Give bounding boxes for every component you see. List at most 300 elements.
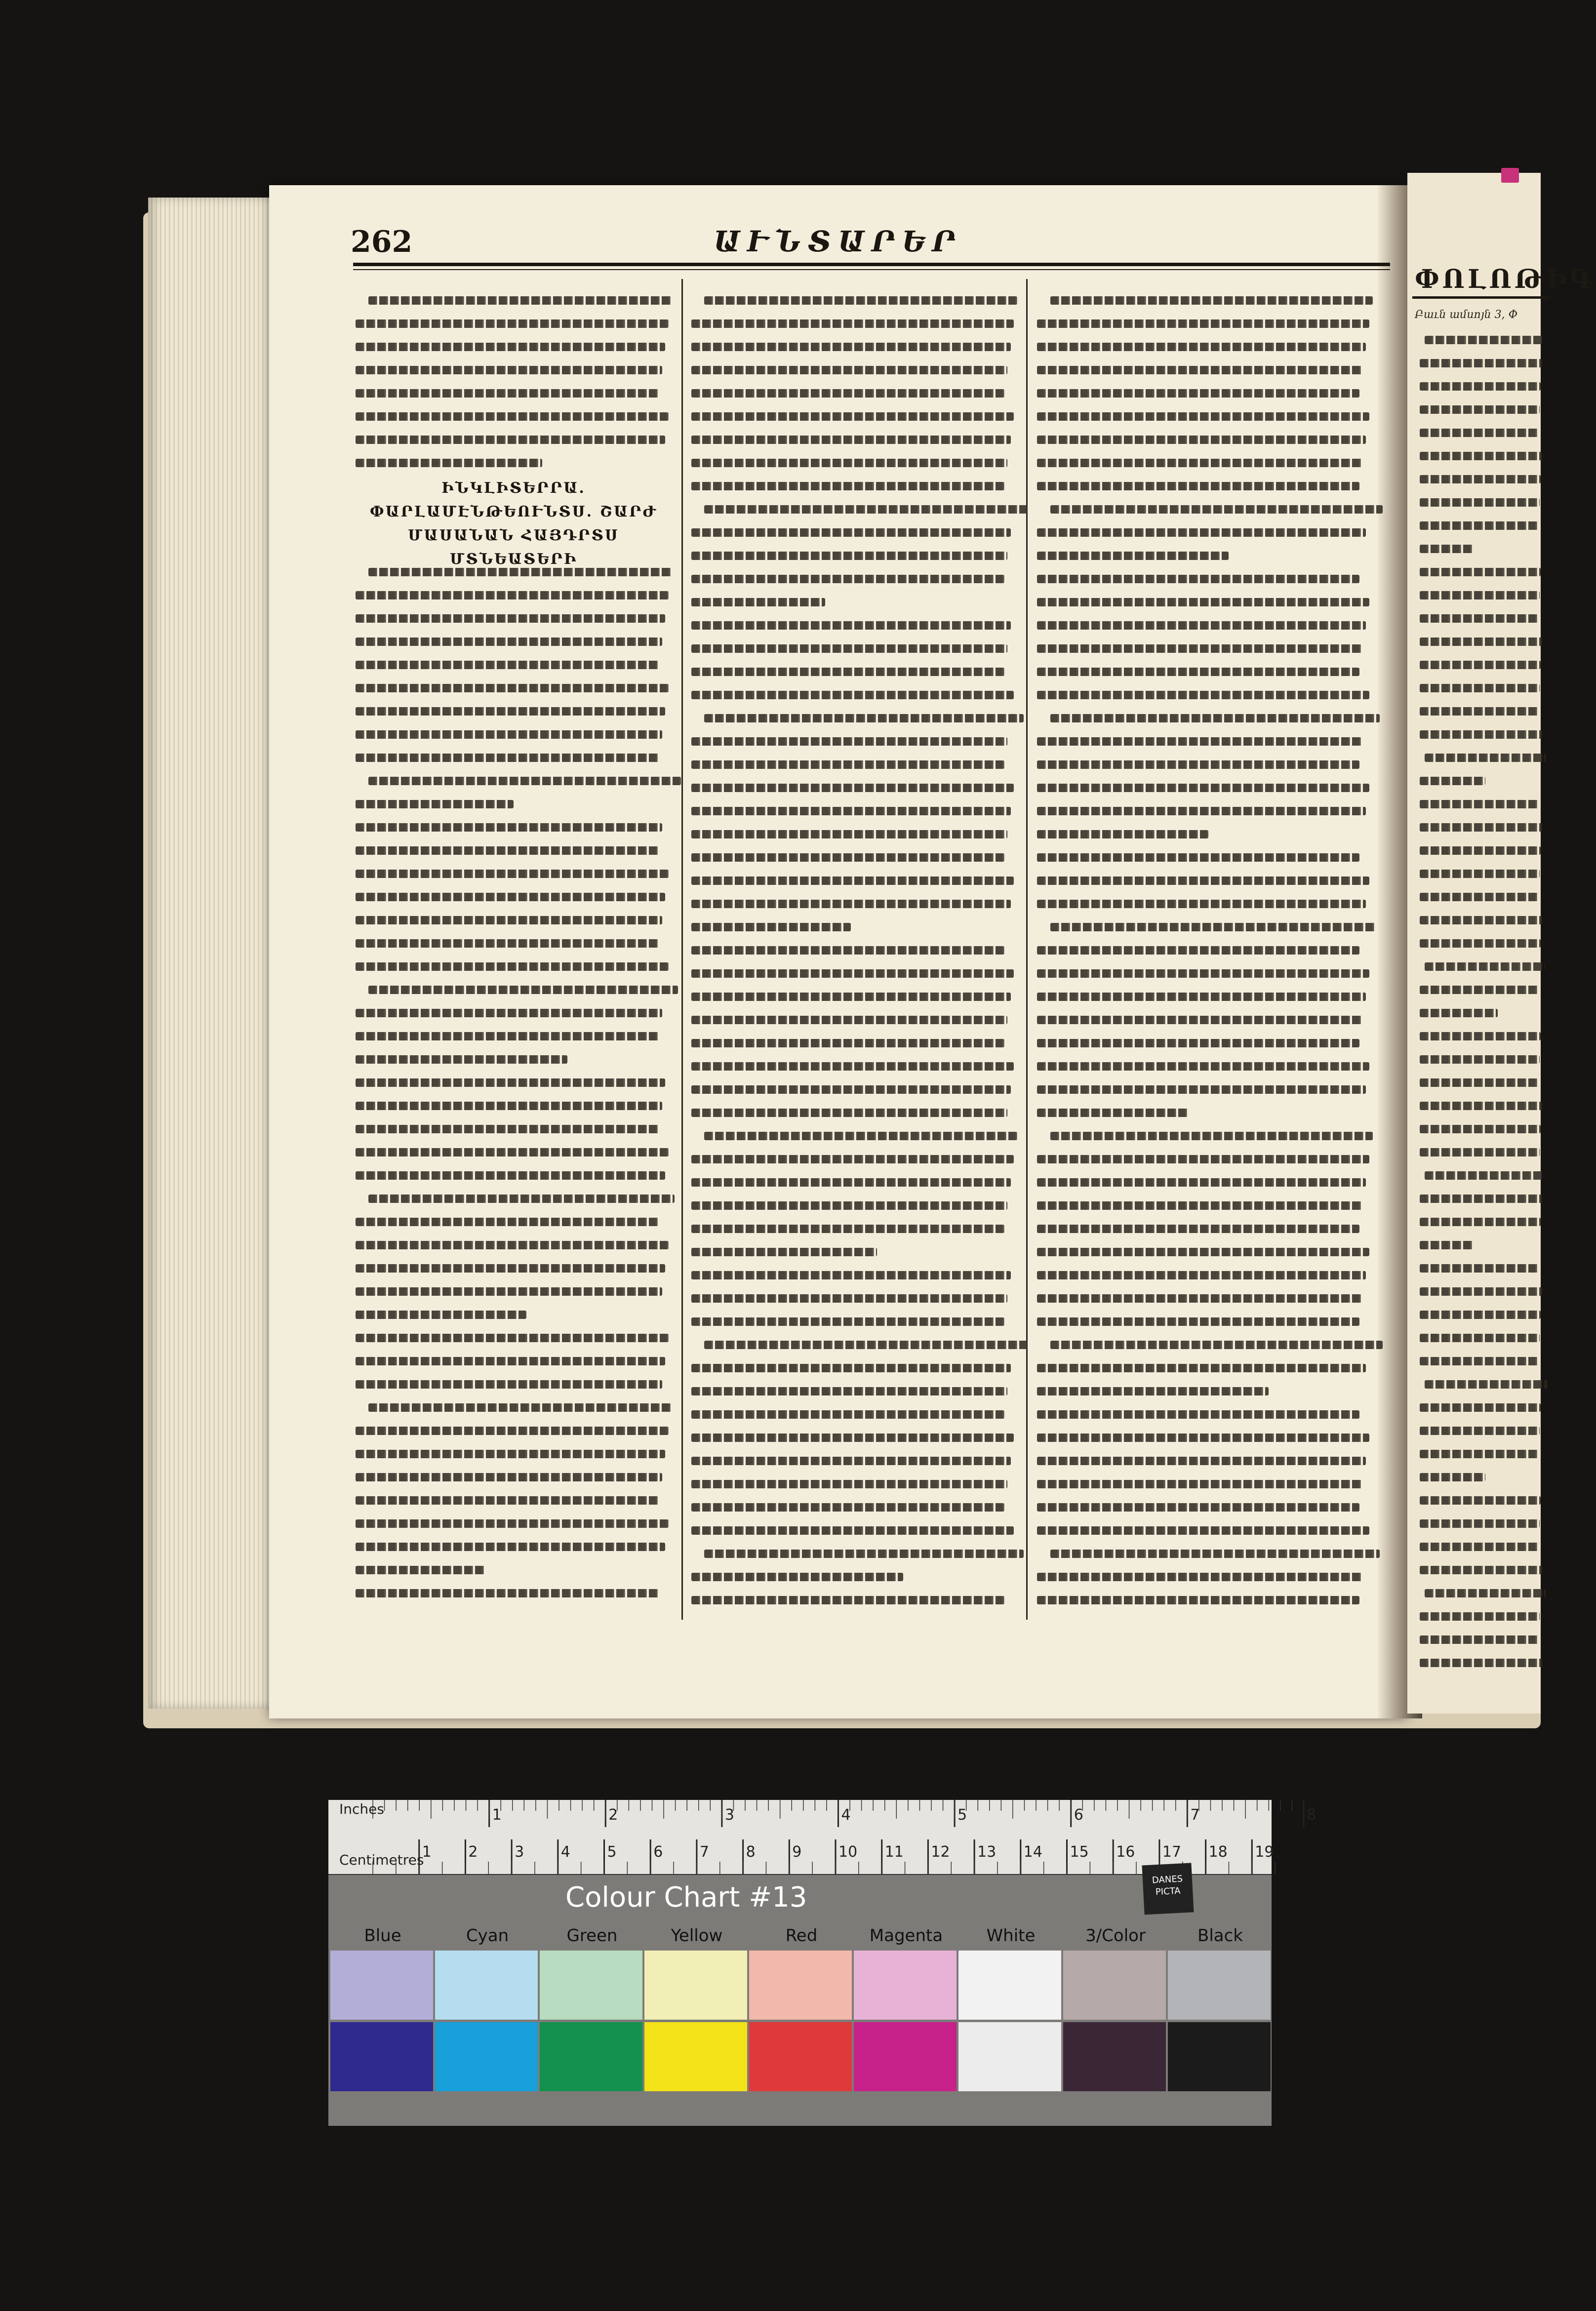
text-line — [368, 986, 678, 994]
text-line — [1420, 846, 1541, 855]
text-line — [691, 644, 1007, 653]
text-line — [691, 923, 851, 931]
column-separator — [681, 279, 683, 1620]
swatch-label: Red — [785, 1926, 818, 1946]
cm-mark: 18 — [1208, 1843, 1228, 1861]
swatch-dark — [435, 2022, 538, 2091]
text-line — [1420, 1496, 1541, 1505]
text-line — [1050, 505, 1383, 514]
text-line — [1037, 528, 1366, 537]
text-line — [1425, 1171, 1543, 1180]
inch-mark: 7 — [1190, 1806, 1200, 1824]
text-line — [691, 1387, 1007, 1395]
text-line — [1420, 1450, 1538, 1458]
text-line — [1420, 1241, 1473, 1249]
text-line — [1420, 707, 1538, 716]
text-line — [1420, 614, 1538, 623]
text-line — [1420, 800, 1538, 808]
text-line — [356, 412, 669, 421]
text-line — [691, 900, 1011, 908]
text-line — [1037, 1294, 1363, 1303]
text-line — [1420, 1334, 1540, 1342]
cm-mark: 15 — [1070, 1843, 1089, 1861]
text-line — [368, 1403, 672, 1412]
text-line — [691, 1109, 1007, 1117]
text-line — [691, 1526, 1014, 1535]
cm-mark: 6 — [653, 1843, 663, 1861]
text-line — [1037, 575, 1359, 583]
text-line — [356, 638, 662, 646]
text-line — [1037, 1317, 1359, 1326]
text-line — [1050, 1341, 1383, 1349]
text-line — [356, 962, 669, 971]
text-line — [1420, 1311, 1541, 1319]
text-line — [691, 784, 1014, 792]
text-line — [356, 1427, 669, 1435]
text-line — [1420, 1543, 1538, 1551]
text-line — [356, 707, 665, 716]
text-line — [691, 853, 1004, 862]
text-line — [1037, 1434, 1369, 1442]
text-line — [356, 343, 665, 351]
facing-page-text — [1420, 336, 1543, 1682]
text-line — [1037, 598, 1369, 606]
text-line — [1050, 296, 1373, 305]
text-line — [691, 459, 1007, 467]
text-line — [1420, 870, 1540, 878]
text-line — [691, 1016, 1007, 1024]
text-line — [1037, 1039, 1359, 1047]
text-line — [1420, 638, 1542, 646]
text-line — [356, 389, 659, 398]
text-line — [1037, 900, 1366, 908]
text-line — [691, 1155, 1014, 1163]
text-line — [1420, 568, 1541, 576]
swatch-dark — [1063, 2022, 1166, 2091]
cm-mark: 4 — [560, 1843, 570, 1861]
text-line — [1420, 475, 1541, 483]
text-line — [1037, 1016, 1363, 1024]
cm-mark: 7 — [699, 1843, 709, 1861]
text-line — [356, 1148, 669, 1156]
text-line — [1037, 877, 1369, 885]
text-line — [691, 1271, 1011, 1279]
text-line — [1037, 1596, 1359, 1604]
text-line — [691, 412, 1014, 421]
swatch-light — [749, 1951, 852, 2020]
text-line — [691, 1178, 1011, 1187]
text-line — [704, 1341, 1027, 1349]
text-line — [691, 877, 1014, 885]
text-line — [691, 1062, 1014, 1071]
swatch-label: Black — [1197, 1926, 1243, 1946]
ruler-ticks — [328, 1800, 1317, 1874]
text-line — [691, 528, 1011, 537]
swatch-light — [1168, 1951, 1271, 2020]
text-line — [356, 939, 659, 948]
swatch-dark — [854, 2022, 957, 2091]
text-line — [704, 714, 1024, 722]
text-line — [1420, 1102, 1542, 1110]
text-line — [1420, 452, 1542, 460]
text-line — [1420, 1612, 1540, 1621]
inch-mark: 2 — [608, 1806, 618, 1824]
colour-chart-title: Colour Chart #13 — [565, 1881, 807, 1913]
cm-mark: 8 — [746, 1843, 756, 1861]
text-line — [691, 1596, 1004, 1604]
centimetres-label: Centimetres — [339, 1852, 424, 1868]
swatch-label: Magenta — [869, 1926, 943, 1946]
text-line — [1420, 1473, 1485, 1481]
text-line — [691, 1503, 1004, 1512]
column-3-text — [1037, 296, 1373, 1619]
text-line — [691, 389, 1004, 398]
inch-mark: 3 — [724, 1806, 734, 1824]
text-line — [691, 1201, 1007, 1210]
text-line — [356, 1450, 665, 1458]
text-line — [691, 1434, 1014, 1442]
text-line — [368, 777, 681, 785]
text-line — [691, 668, 1004, 676]
text-line — [356, 1519, 669, 1528]
text-line — [691, 1364, 1011, 1372]
text-line — [1420, 730, 1542, 739]
text-line — [1420, 1659, 1542, 1667]
text-line — [1425, 336, 1543, 344]
column-2-text — [691, 296, 1017, 1619]
text-line — [691, 621, 1011, 630]
text-line — [356, 1380, 662, 1389]
text-line — [691, 830, 1007, 838]
text-line — [1037, 853, 1359, 862]
swatch-light — [330, 1951, 433, 2020]
swatch-light — [854, 1951, 957, 2020]
text-line — [1420, 823, 1542, 832]
text-line — [1037, 1480, 1363, 1488]
text-line — [1420, 359, 1542, 367]
text-line — [691, 575, 1004, 583]
text-line — [1037, 737, 1363, 746]
text-line — [1420, 591, 1540, 599]
text-line — [691, 1039, 1004, 1047]
text-line — [691, 1317, 1004, 1326]
text-line — [356, 1055, 567, 1064]
text-line — [691, 1573, 903, 1581]
column-separator — [1026, 279, 1028, 1620]
text-line — [1037, 644, 1363, 653]
text-line — [356, 684, 669, 692]
text-line — [356, 366, 662, 374]
text-line — [1037, 1364, 1366, 1372]
swatch-dark — [1168, 2022, 1271, 2091]
text-line — [1037, 993, 1366, 1001]
text-line — [691, 1225, 1004, 1233]
cm-mark: 14 — [1023, 1843, 1042, 1861]
text-line — [1420, 939, 1541, 948]
text-line — [1420, 1218, 1541, 1226]
facing-page-subheader: Բաւն ամսոյն 3, Փ — [1415, 309, 1518, 321]
text-line — [691, 1294, 1007, 1303]
swatch-label: Green — [566, 1926, 618, 1946]
text-line — [1037, 412, 1369, 421]
cm-mark: 16 — [1116, 1843, 1135, 1861]
text-line — [1050, 923, 1376, 931]
text-line — [356, 1125, 659, 1133]
cm-mark: 11 — [884, 1843, 904, 1861]
text-line — [704, 505, 1027, 514]
text-line — [1037, 1085, 1366, 1094]
text-line — [1037, 1526, 1369, 1535]
cm-mark: 12 — [931, 1843, 950, 1861]
text-line — [1420, 1427, 1540, 1435]
text-line — [691, 1480, 1007, 1488]
text-line — [1037, 1248, 1369, 1256]
cm-mark: 2 — [468, 1843, 478, 1861]
text-line — [1037, 482, 1359, 490]
text-line — [1037, 760, 1359, 769]
text-line — [356, 1078, 665, 1087]
text-line — [1037, 459, 1363, 467]
text-line — [1425, 962, 1545, 971]
text-line — [1420, 1264, 1538, 1273]
text-line — [1037, 1178, 1366, 1187]
text-line — [1420, 498, 1540, 507]
text-line — [356, 846, 659, 855]
text-line — [1420, 429, 1538, 437]
cm-mark: 3 — [515, 1843, 524, 1861]
column-1-text-top — [356, 296, 672, 482]
swatch-dark — [749, 2022, 852, 2091]
text-line — [356, 870, 669, 878]
text-line — [691, 993, 1011, 1001]
text-line — [691, 807, 1011, 815]
text-line — [356, 754, 659, 762]
text-line — [691, 598, 825, 606]
text-line — [368, 296, 672, 305]
colour-chart — [328, 1800, 1317, 2126]
text-line — [356, 800, 514, 808]
inch-mark: 8 — [1306, 1806, 1317, 1824]
text-line — [1037, 1225, 1359, 1233]
cm-mark: 19 — [1255, 1843, 1274, 1861]
swatch-label: Blue — [364, 1926, 401, 1946]
text-line — [356, 436, 665, 444]
text-line — [691, 552, 1007, 560]
swatch-label: 3/Color — [1085, 1926, 1146, 1946]
text-line — [1420, 1403, 1541, 1412]
text-line — [691, 737, 1007, 746]
facing-page-header: ՓՈԼՈԹԻԳ — [1415, 264, 1596, 294]
text-line — [356, 1334, 669, 1342]
text-line — [1037, 830, 1208, 838]
text-line — [1037, 1573, 1363, 1581]
swatch-dark — [644, 2022, 747, 2091]
swatch-light — [435, 1951, 538, 2020]
text-line — [1420, 521, 1538, 530]
text-line — [704, 296, 1017, 305]
page-number: 262 — [351, 225, 413, 259]
text-line — [356, 614, 665, 623]
inch-mark: 5 — [958, 1806, 967, 1824]
measurement-ruler — [328, 1800, 1317, 1875]
text-line — [691, 946, 1004, 955]
text-line — [356, 1496, 659, 1505]
text-line — [1037, 946, 1359, 955]
text-line — [1425, 754, 1546, 762]
text-line — [691, 436, 1011, 444]
text-line — [1420, 405, 1540, 414]
text-line — [1037, 1410, 1359, 1419]
text-line — [1420, 661, 1541, 669]
text-line — [1425, 1589, 1546, 1597]
inch-mark: 4 — [841, 1806, 851, 1824]
brand-logo: DANES PICTA — [1142, 1863, 1194, 1914]
text-line — [1037, 1457, 1366, 1465]
text-line — [1037, 552, 1229, 560]
text-line — [1420, 545, 1473, 553]
text-line — [691, 969, 1014, 978]
text-line — [1420, 916, 1542, 924]
text-line — [1420, 1055, 1540, 1064]
text-line — [356, 916, 662, 924]
text-line — [704, 1132, 1017, 1140]
header-rule-thin — [353, 269, 1390, 270]
inches-label: Inches — [339, 1801, 384, 1817]
text-line — [1037, 1271, 1366, 1279]
text-line — [1037, 668, 1359, 676]
text-line — [356, 730, 662, 739]
facing-page — [1407, 173, 1596, 1713]
text-line — [356, 1589, 659, 1597]
text-line — [356, 319, 669, 328]
swatch-label: White — [986, 1926, 1036, 1946]
text-line — [356, 823, 662, 832]
text-line — [1037, 691, 1369, 699]
text-line — [691, 366, 1007, 374]
text-line — [356, 1311, 526, 1319]
text-line — [356, 893, 665, 901]
swatch-label: Cyan — [466, 1926, 509, 1946]
text-line — [704, 1550, 1024, 1558]
text-line — [356, 459, 542, 467]
section-heading: ԻՆԿԼԻՏԵՐՐԱ. ՓԱՐԼԱՄԷՆԹԵՈՒՆՏՍ. ՇԱՐԺ ՄԱՍԱՆԱՆ ՀԱՅԴՐՏՍ ՄՏՆԵԱՏԵՐԻ — [369, 479, 658, 568]
text-line — [691, 760, 1004, 769]
text-line — [1425, 1380, 1547, 1389]
inch-mark: 6 — [1074, 1806, 1083, 1824]
text-line — [691, 482, 1004, 490]
text-line — [356, 1287, 662, 1296]
text-line — [356, 1032, 659, 1040]
text-line — [1037, 969, 1369, 978]
text-line — [356, 1357, 665, 1365]
facing-header-rule — [1412, 296, 1551, 299]
cm-mark: 9 — [792, 1843, 802, 1861]
text-line — [356, 591, 669, 599]
text-line — [1420, 1078, 1538, 1087]
text-line — [356, 1102, 662, 1110]
text-line — [691, 1410, 1004, 1419]
inch-mark: 1 — [492, 1806, 502, 1824]
text-line — [1420, 382, 1541, 391]
text-line — [1420, 1148, 1540, 1156]
text-line — [691, 1457, 1011, 1465]
text-line — [1037, 784, 1369, 792]
swatch-light — [958, 1951, 1061, 2020]
text-line — [1037, 1109, 1188, 1117]
swatch-labels — [328, 1926, 1272, 1946]
text-line — [691, 343, 1011, 351]
text-line — [691, 319, 1014, 328]
text-line — [1037, 621, 1366, 630]
text-line — [1037, 807, 1366, 815]
text-line — [1037, 1387, 1269, 1395]
text-line — [356, 1171, 665, 1180]
cm-mark: 17 — [1162, 1843, 1182, 1861]
text-line — [1420, 1519, 1540, 1528]
swatch-label: Yellow — [671, 1926, 723, 1946]
text-line — [356, 1566, 485, 1574]
text-line — [356, 1543, 665, 1551]
text-line — [1420, 777, 1485, 785]
text-line — [356, 1473, 662, 1481]
text-line — [1037, 389, 1359, 398]
text-line — [1420, 1125, 1541, 1133]
text-line — [1037, 366, 1363, 374]
text-line — [691, 1085, 1011, 1094]
text-line — [1420, 1032, 1541, 1040]
text-line — [1420, 1009, 1498, 1017]
swatch-dark — [540, 2022, 642, 2091]
header-rule — [353, 263, 1390, 266]
text-line — [1420, 1357, 1538, 1365]
swatch-light — [1063, 1951, 1166, 2020]
text-line — [1420, 1566, 1542, 1574]
text-line — [1037, 1155, 1369, 1163]
text-line — [1050, 1132, 1373, 1140]
text-line — [368, 1195, 675, 1203]
text-line — [1037, 1201, 1363, 1210]
text-line — [1420, 1287, 1542, 1296]
text-line — [691, 691, 1014, 699]
text-line — [691, 1248, 877, 1256]
text-line — [356, 1264, 665, 1273]
cm-mark: 13 — [977, 1843, 997, 1861]
page-edges — [148, 198, 277, 1709]
cm-mark: 10 — [838, 1843, 858, 1861]
cm-mark: 5 — [607, 1843, 617, 1861]
text-line — [1420, 1635, 1538, 1644]
text-line — [1037, 1062, 1369, 1071]
bookmark-ribbon — [1501, 168, 1519, 183]
text-line — [1420, 893, 1538, 901]
cm-mark: 1 — [422, 1843, 432, 1861]
text-line — [356, 1009, 662, 1017]
text-line — [1420, 986, 1538, 994]
text-line — [1420, 1195, 1542, 1203]
text-line — [1050, 1550, 1379, 1558]
text-line — [356, 1241, 669, 1249]
text-line — [1037, 436, 1366, 444]
text-line — [1037, 343, 1366, 351]
swatch-dark — [330, 2022, 433, 2091]
swatch-light — [540, 1951, 642, 2020]
text-line — [1037, 1503, 1359, 1512]
text-line — [368, 568, 672, 576]
swatch-light — [644, 1951, 747, 2020]
text-line — [356, 1218, 659, 1226]
swatch-dark — [958, 2022, 1061, 2091]
text-line — [1037, 319, 1369, 328]
